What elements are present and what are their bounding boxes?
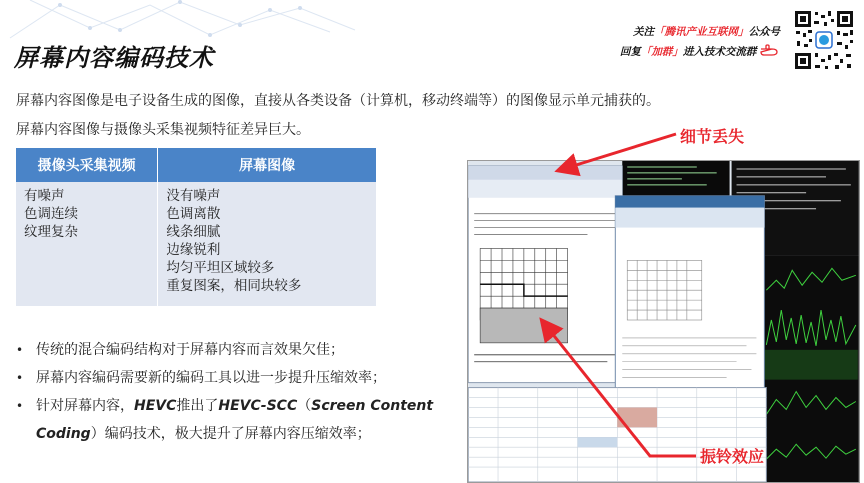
hevc-scc-label: HEVC-SCC bbox=[218, 398, 298, 414]
intro-line-1: 屏幕内容图像是电子设备生成的图像，直接从各类设备（计算机，移动终端等）的图像显示单元捕获的。 bbox=[16, 93, 660, 109]
bullet-item-1 bbox=[14, 336, 444, 364]
annotation-detail-loss: 细节丢失 bbox=[680, 127, 745, 146]
list-item: 线条细腻 bbox=[166, 224, 221, 240]
promo-line1-suffix: 公众号 bbox=[748, 26, 780, 38]
list-item: 色调连续 bbox=[24, 206, 78, 222]
annotation-ringing-effect: 振铃效应 bbox=[700, 447, 765, 466]
list-item: 没有噪声 bbox=[166, 188, 221, 204]
list-item: 重复图案，相同块较多 bbox=[166, 278, 302, 294]
promo-line1-prefix: 关注 bbox=[633, 26, 654, 38]
bullet-dot-icon: • bbox=[16, 399, 24, 413]
promo-line2-highlight: 「加群」 bbox=[640, 46, 683, 58]
camera-features-cell bbox=[16, 182, 158, 306]
bullet-item-3 bbox=[14, 392, 444, 448]
hevc-label: HEVC bbox=[134, 398, 177, 414]
bullet-dot-icon: • bbox=[16, 371, 24, 385]
bullet-text: 传统的混合编码结构对于屏幕内容而言效果欠佳； bbox=[36, 342, 344, 358]
comparison-table bbox=[16, 148, 376, 306]
bullet-text: （ bbox=[297, 398, 312, 414]
bullet-text: 屏幕内容编码需要新的编码工具以进一步提升压缩效率； bbox=[36, 370, 386, 386]
promo-line-1 bbox=[620, 22, 780, 42]
page-title: 屏幕内容编码技术 bbox=[14, 44, 214, 72]
bullet-item-2 bbox=[14, 364, 444, 392]
table-header-screen: 屏幕图像 bbox=[158, 148, 376, 182]
intro-line-2: 屏幕内容图像与摄像头采集视频特征差异巨大。 bbox=[16, 122, 310, 138]
bullet-text: 推出了 bbox=[176, 398, 219, 414]
promo-line1-highlight: 「腾讯产业互联网」 bbox=[654, 26, 749, 38]
promo-line2-suffix: 进入技术交流群 bbox=[682, 46, 757, 58]
promo-line-2 bbox=[620, 42, 780, 62]
table-header-row bbox=[16, 148, 376, 182]
list-item: 均匀平坦区域较多 bbox=[166, 260, 275, 276]
table-row bbox=[16, 182, 376, 306]
screen-features-cell bbox=[158, 182, 376, 306]
bullet-text: 针对屏幕内容， bbox=[36, 398, 134, 414]
list-item: 纹理复杂 bbox=[24, 224, 78, 240]
qr-code-icon[interactable] bbox=[793, 9, 855, 71]
bullet-text: ）编码技术，极大提升了屏幕内容压缩效率； bbox=[90, 426, 371, 442]
scc-fullname: Screen Content Coding bbox=[36, 398, 434, 442]
table-header-camera: 摄像头采集视频 bbox=[16, 148, 158, 182]
screen-content-sample-image bbox=[467, 160, 860, 483]
network-background-decoration bbox=[0, 0, 360, 40]
bullet-list bbox=[14, 336, 444, 448]
list-item: 有噪声 bbox=[24, 188, 65, 204]
pointing-hand-icon bbox=[760, 44, 780, 58]
promo-block bbox=[620, 22, 780, 62]
bullet-dot-icon: • bbox=[16, 343, 24, 357]
list-item: 边缘锐利 bbox=[166, 242, 221, 258]
list-item: 色调离散 bbox=[166, 206, 221, 222]
promo-line2-prefix: 回复 bbox=[619, 46, 641, 58]
